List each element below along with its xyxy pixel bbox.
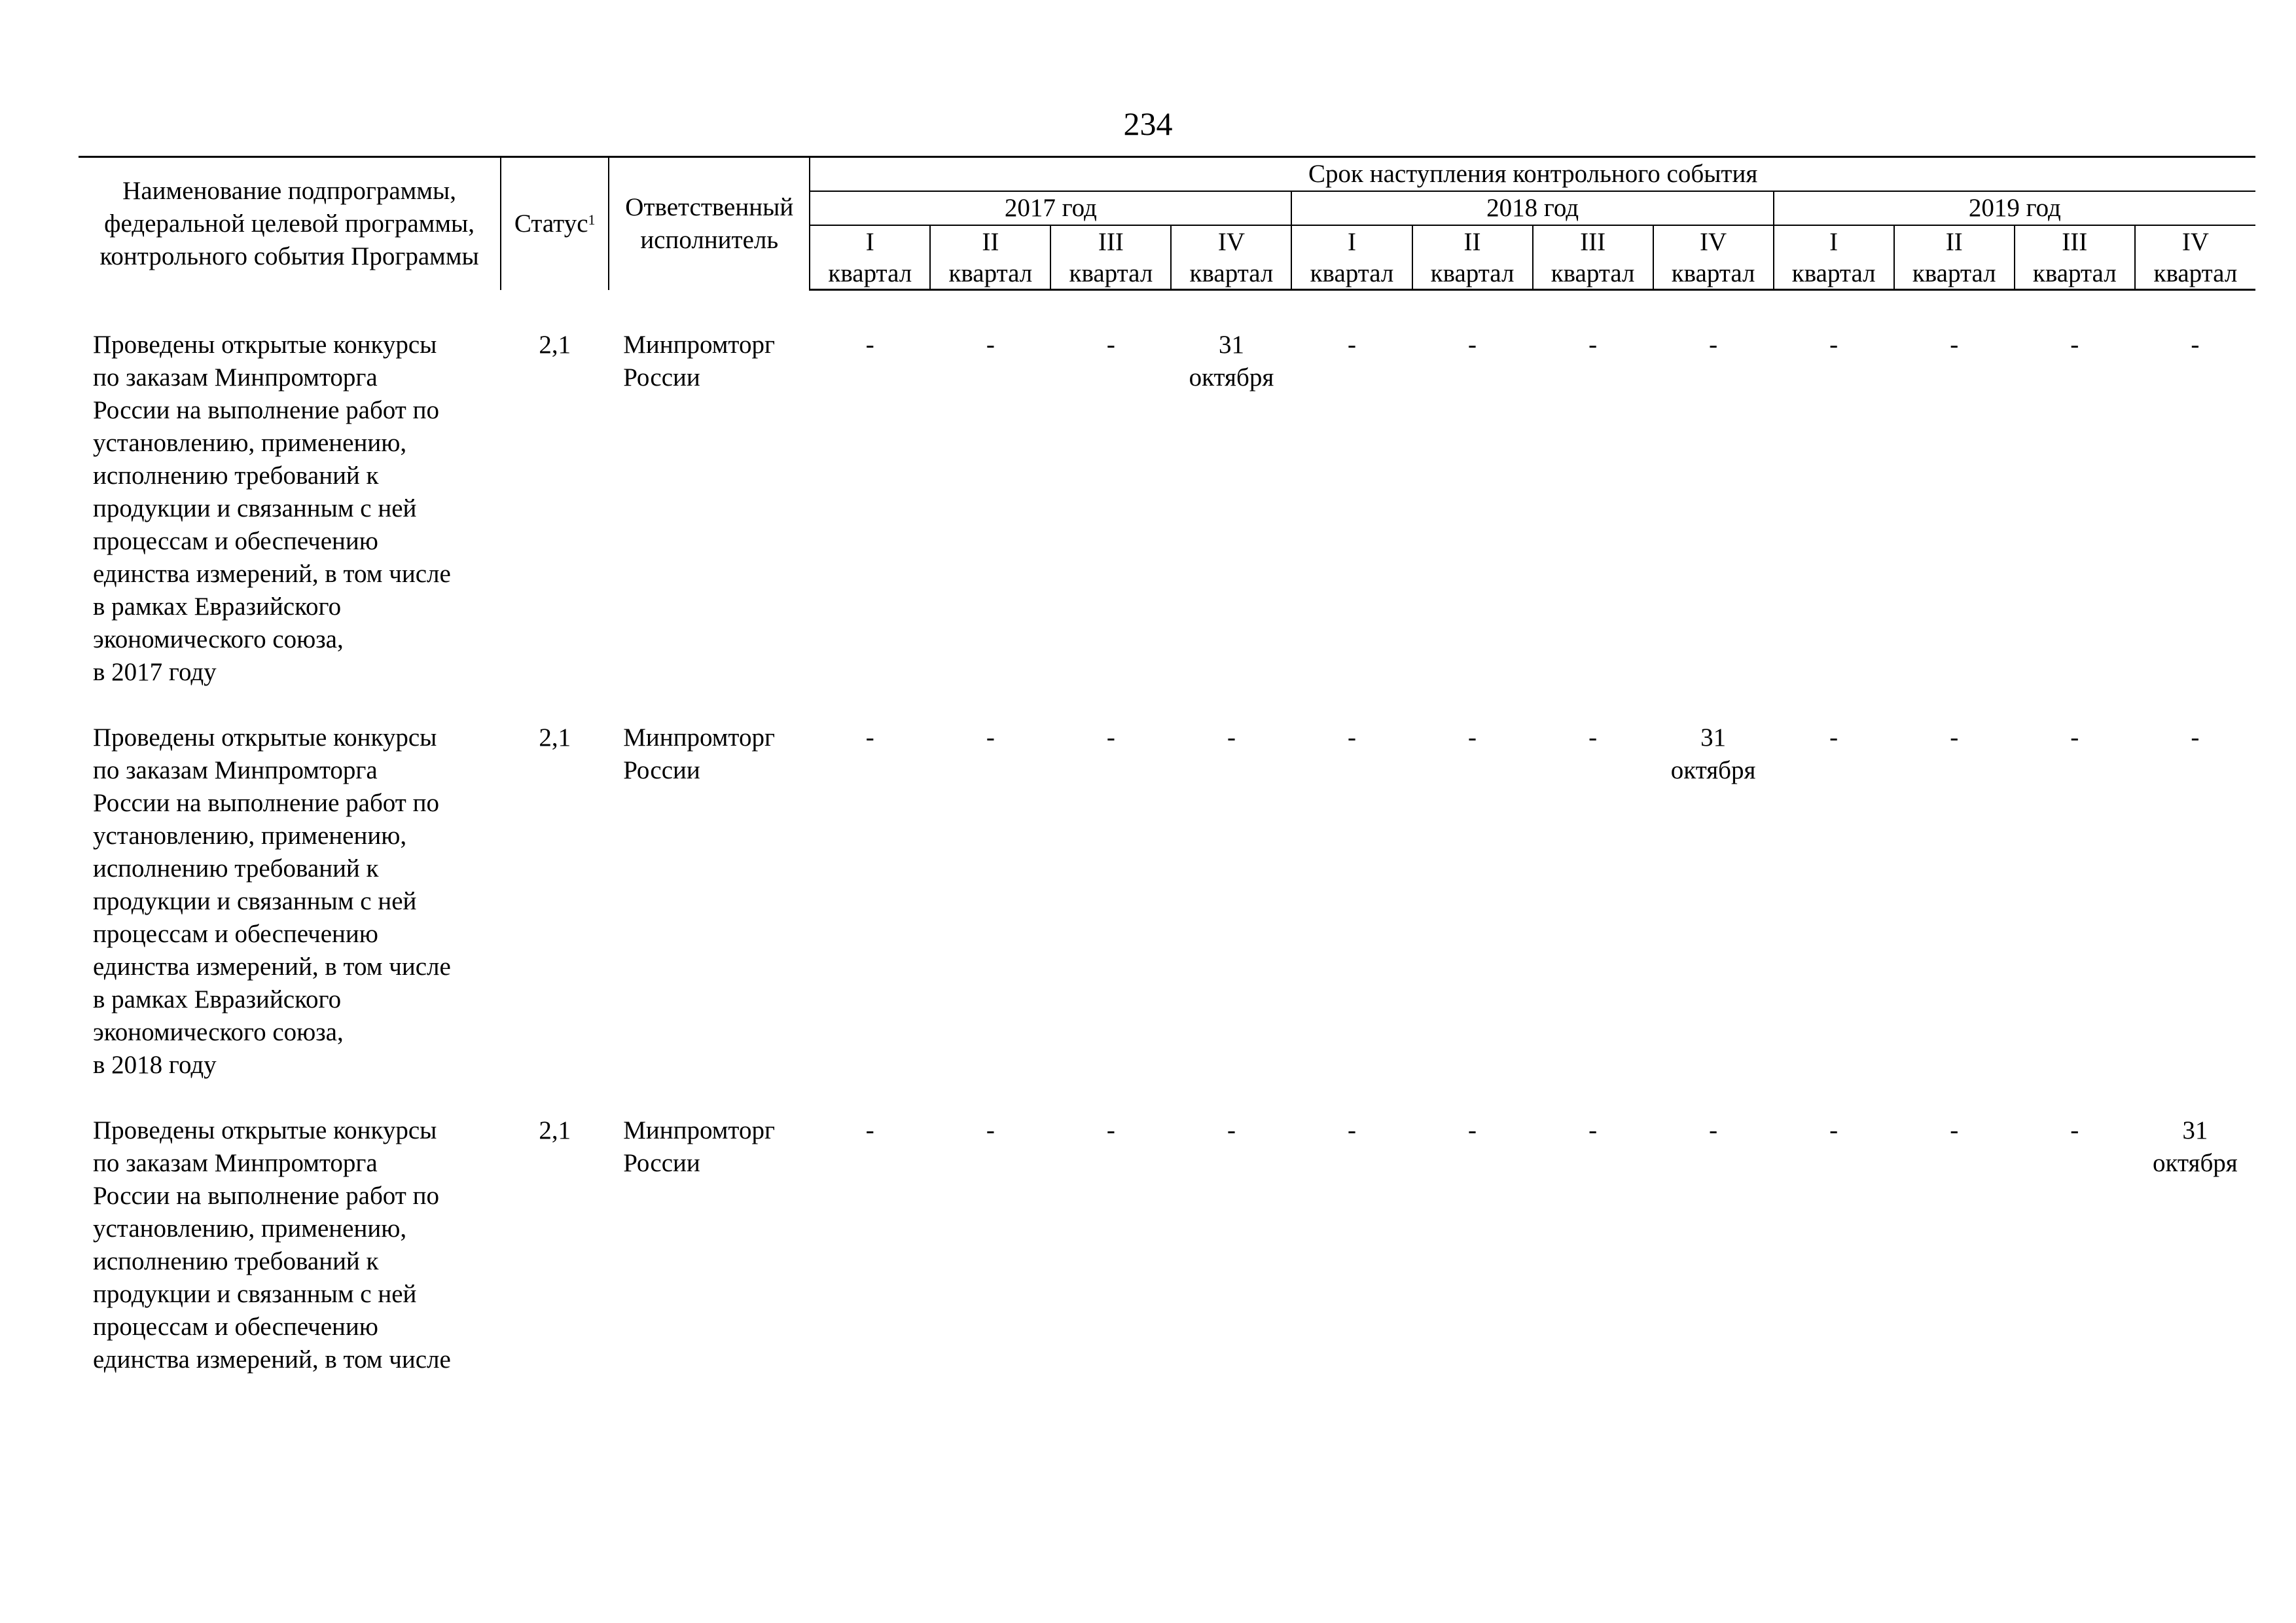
quarter-cell: - (865, 331, 874, 359)
quarter-cell: - (2191, 331, 2200, 359)
quarter-cell: - (1829, 1116, 1839, 1144)
quarter-cell: - (1588, 331, 1598, 359)
quarter-cell: 31 октября (2153, 1116, 2238, 1177)
quarter-cell: - (1106, 331, 1115, 359)
quarter-cell: 31 октября (1189, 331, 1274, 392)
header-quarter-word: квартал (2153, 259, 2238, 287)
status-cell: 2,1 (539, 1116, 571, 1144)
header-quarter-word: квартал (1791, 259, 1876, 287)
header-quarter-3 (1050, 225, 1171, 290)
quarter-cell: - (1709, 331, 1718, 359)
header-quarter-1 (810, 225, 930, 290)
header-quarter-7 (1533, 225, 1653, 290)
header-quarter-word: квартал (1310, 259, 1394, 287)
quarter-cell: - (2070, 723, 2079, 752)
quarter-cell: - (1709, 1116, 1718, 1144)
quarter-cell: - (986, 1116, 995, 1144)
status-cell: 2,1 (539, 331, 571, 359)
quarter-cell: - (865, 1116, 874, 1144)
header-quarter-number: I (1347, 228, 1356, 256)
header-quarter-word: квартал (1551, 259, 1635, 287)
quarter-cell: - (1950, 331, 1959, 359)
quarter-cell: - (865, 723, 874, 752)
table-row (79, 1114, 2255, 1409)
header-quarter-number: IV (1700, 228, 1727, 256)
quarter-cell: - (1950, 723, 1959, 752)
header-quarter-word: квартал (1069, 259, 1153, 287)
header-quarter-word: квартал (1671, 259, 1755, 287)
quarter-cell: - (1468, 331, 1477, 359)
quarter-cell: - (1950, 1116, 1959, 1144)
quarter-cell: - (1106, 1116, 1115, 1144)
header-quarter-word: квартал (948, 259, 1033, 287)
quarter-cell: - (1106, 723, 1115, 752)
header-status-column (501, 157, 609, 290)
header-responsible-column: Ответственный исполнитель (609, 157, 810, 290)
header-spacer (79, 290, 2255, 329)
responsible-cell: Минпромторг России (623, 1116, 775, 1177)
header-quarter-word: квартал (2032, 259, 2117, 287)
header-quarter-number: III (1098, 228, 1124, 256)
header-quarter-word: квартал (1912, 259, 1996, 287)
page-number: 234 (1123, 105, 1173, 142)
header-quarter-9 (1774, 225, 1894, 290)
event-name-cell: Проведены открытые конкурсы по заказам Минпромторга России на выполнение работ по установлению, применению, исполнению требований к продукции и связанным с ней процессам и обеспечению единства измерений, в том числе в рамках Евразийского экономического союза, в 2018 году (93, 723, 451, 1079)
quarter-cell: - (1829, 331, 1839, 359)
header-quarter-number: II (1463, 228, 1481, 256)
quarter-cell: - (1347, 1116, 1356, 1144)
event-name-cell: Проведены открытые конкурсы по заказам Минпромторга России на выполнение работ по установлению, применению, исполнению требований к продукции и связанным с ней процессам и обеспечению единства измерений, в том числе в рамках Евразийского экономического союза, в 2017 году (93, 331, 451, 686)
header-quarter-number: IV (2181, 228, 2209, 256)
control-events-table (79, 156, 2255, 1409)
quarter-cell: - (1347, 723, 1356, 752)
responsible-cell: Минпромторг России (623, 331, 775, 392)
header-quarter-2 (930, 225, 1050, 290)
quarter-cell: - (2191, 723, 2200, 752)
quarter-cell: - (1588, 723, 1598, 752)
header-quarter-12 (2135, 225, 2255, 290)
quarter-cell: - (2070, 1116, 2079, 1144)
quarter-cell: - (1468, 723, 1477, 752)
header-quarter-number: I (1829, 228, 1839, 256)
header-deadline-group: Срок наступления контрольного события (810, 157, 2255, 192)
header-quarter-word: квартал (1189, 259, 1274, 287)
quarter-cell: - (986, 723, 995, 752)
quarter-cell: - (2070, 331, 2079, 359)
quarter-cell: - (1829, 723, 1839, 752)
table-body (79, 290, 2255, 1410)
header-year-1: 2017 год (810, 191, 1291, 225)
quarter-cell: - (1468, 1116, 1477, 1144)
table-row (79, 721, 2255, 1114)
header-year-2: 2018 год (1291, 191, 1773, 225)
header-quarter-number: III (2062, 228, 2088, 256)
header-status-footnote: 1 (588, 211, 596, 228)
header-quarter-number: II (982, 228, 999, 256)
header-quarter-number: IV (1217, 228, 1246, 256)
responsible-cell: Минпромторг России (623, 723, 775, 784)
status-cell: 2,1 (539, 723, 571, 752)
quarter-cell: - (1227, 1116, 1236, 1144)
quarter-cell: - (1588, 1116, 1598, 1144)
header-quarter-number: III (1580, 228, 1606, 256)
header-status-label: Статус (514, 209, 588, 238)
header-quarter-10 (1894, 225, 2015, 290)
quarter-cell: - (1227, 723, 1236, 752)
header-quarter-word: квартал (828, 259, 912, 287)
header-quarter-number: I (865, 228, 874, 256)
quarter-cell: - (1347, 331, 1356, 359)
header-quarter-5 (1291, 225, 1412, 290)
header-quarter-word: квартал (1430, 259, 1515, 287)
header-quarter-4 (1171, 225, 1291, 290)
header-quarter-number: II (1945, 228, 1963, 256)
header-quarter-8 (1653, 225, 1774, 290)
header-year-3: 2019 год (1774, 191, 2255, 225)
event-name-cell: Проведены открытые конкурсы по заказам Минпромторга России на выполнение работ по установлению, применению, исполнению требований к продукции и связанным с ней процессам и обеспечению единства измерений, в том числе (93, 1116, 451, 1374)
quarter-cell: 31 октября (1670, 723, 1756, 784)
header-quarter-11 (2015, 225, 2135, 290)
table-header (79, 157, 2255, 290)
header-name-column: Наименование подпрограммы, федеральной целевой программы, контрольного события Программы (79, 157, 501, 290)
header-quarter-6 (1412, 225, 1533, 290)
quarter-cell: - (986, 331, 995, 359)
table-row (79, 329, 2255, 721)
